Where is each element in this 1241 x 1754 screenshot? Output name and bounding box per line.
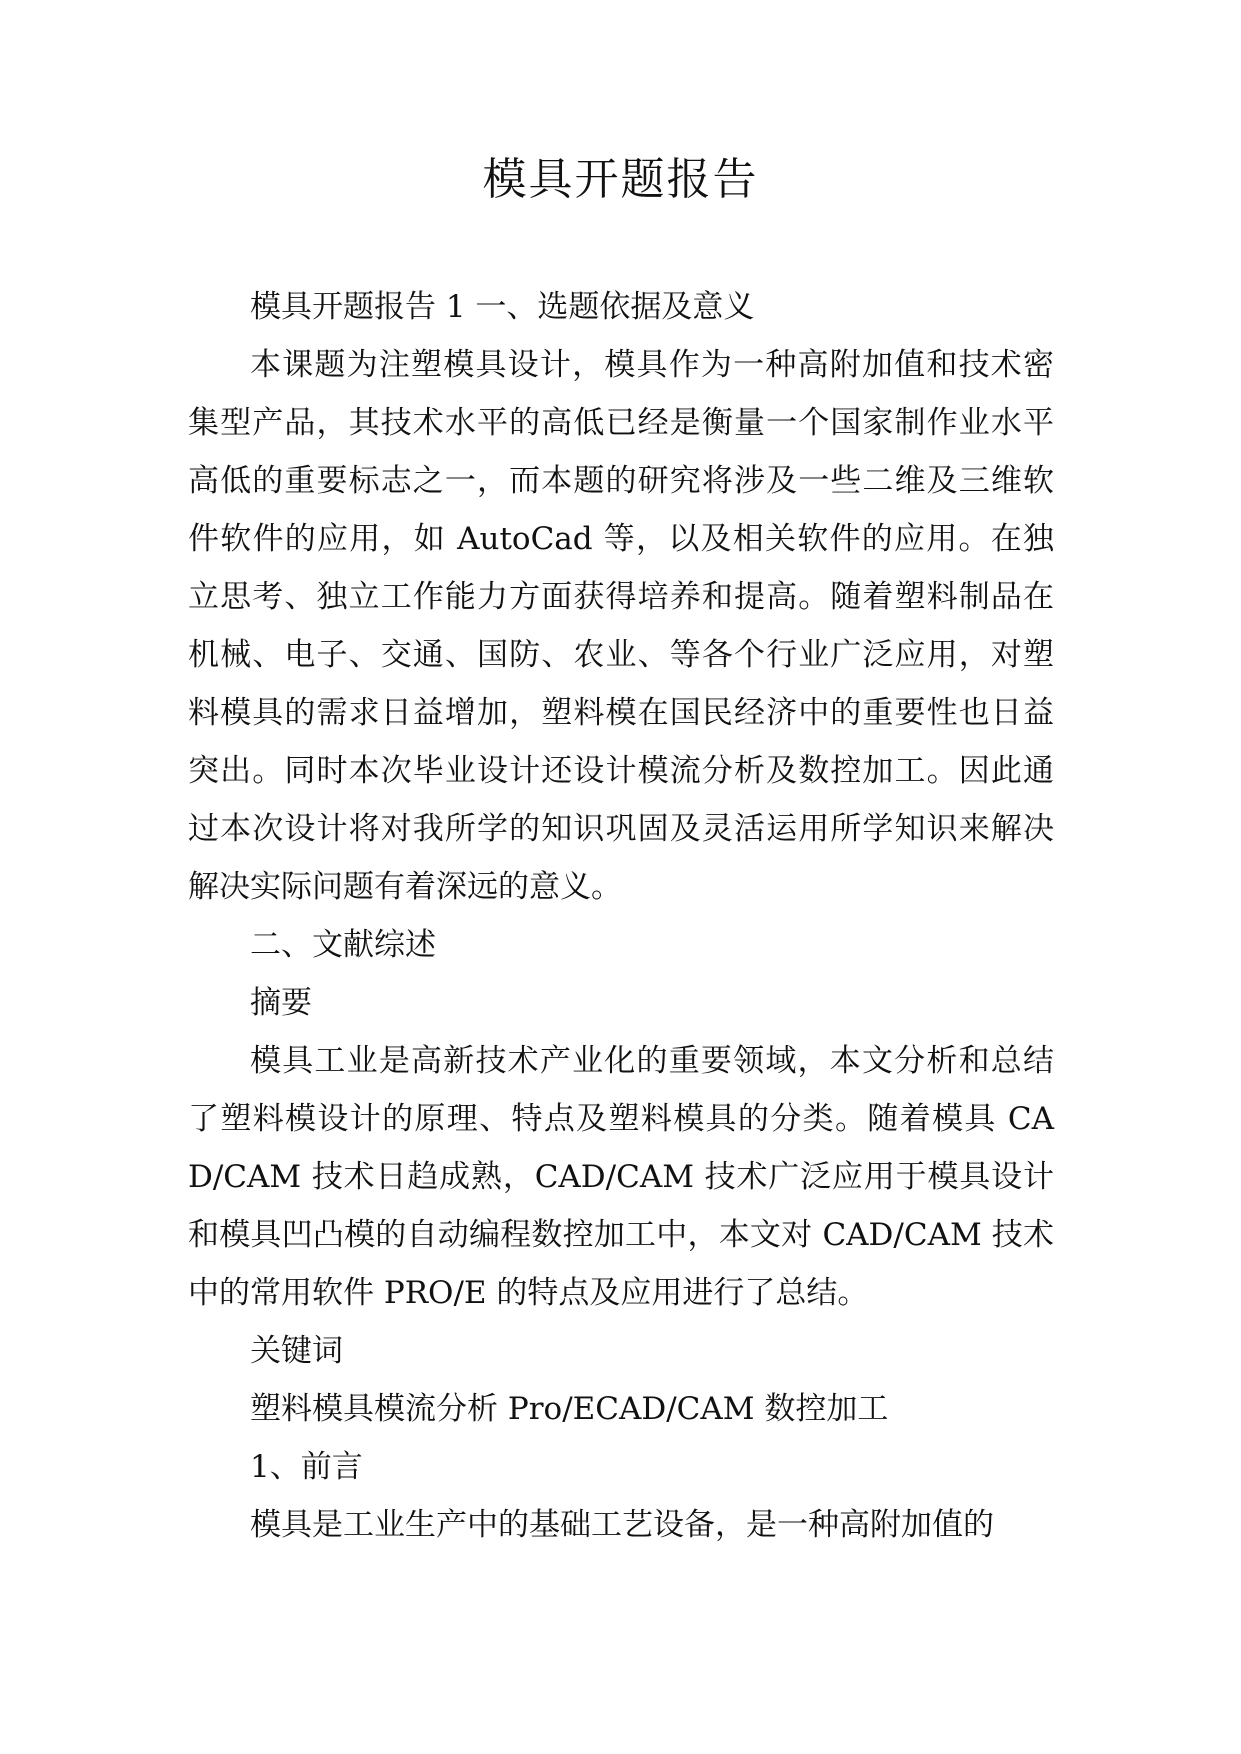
document-title: 模具开题报告	[482, 154, 759, 205]
paragraph-keywords: 塑料模具模流分析 Pro/ECAD/CAM 数控加工	[250, 1391, 889, 1427]
paragraph-significance: 本课题为注塑模具设计，模具作为一种高附加值和技术密集型产品，其技术水平的高低已经是衡量一个国家制作业水平高低的重要标志之一，而本题的研究将涉及一些二维及三维软件软件的应用，如 AutoCad 等，以及相关软件的应用。在独立思考、独立工作能力方面获得培养和提高。随着塑料制品在机械、电子、交通、国防、农业、等各个行业广泛应用，对塑料模具的需求日益增加，塑料模在国民经济中的重要性也日益突出。同时本次毕业设计还设计模流分析及数控加工。因此通过本次设计将对我所学的知识巩固及灵活运用所学知识来解决解决实际问题有着深远的意义。	[188, 347, 1054, 905]
heading-literature-review: 二、文献综述	[250, 927, 436, 963]
paragraph-introduction: 模具是工业生产中的基础工艺设备，是一种高附加值的	[250, 1507, 994, 1543]
document-body	[188, 278, 1054, 1554]
heading-introduction: 1、前言	[250, 1449, 363, 1485]
paragraph-abstract: 模具工业是高新技术产业化的重要领域，本文分析和总结了塑料模设计的原理、特点及塑料模具的分类。随着模具 CAD/CAM 技术日趋成熟，CAD/CAM 技术广泛应用于模具设计和模具凹凸模的自动编程数控加工中，本文对 CAD/CAM 技术中的常用软件 PRO/E 的特点及应用进行了总结。	[188, 1043, 1054, 1311]
heading-topic-basis: 模具开题报告 1 一、选题依据及意义	[250, 289, 755, 325]
heading-abstract: 摘要	[250, 985, 312, 1021]
heading-keywords: 关键词	[250, 1333, 343, 1369]
